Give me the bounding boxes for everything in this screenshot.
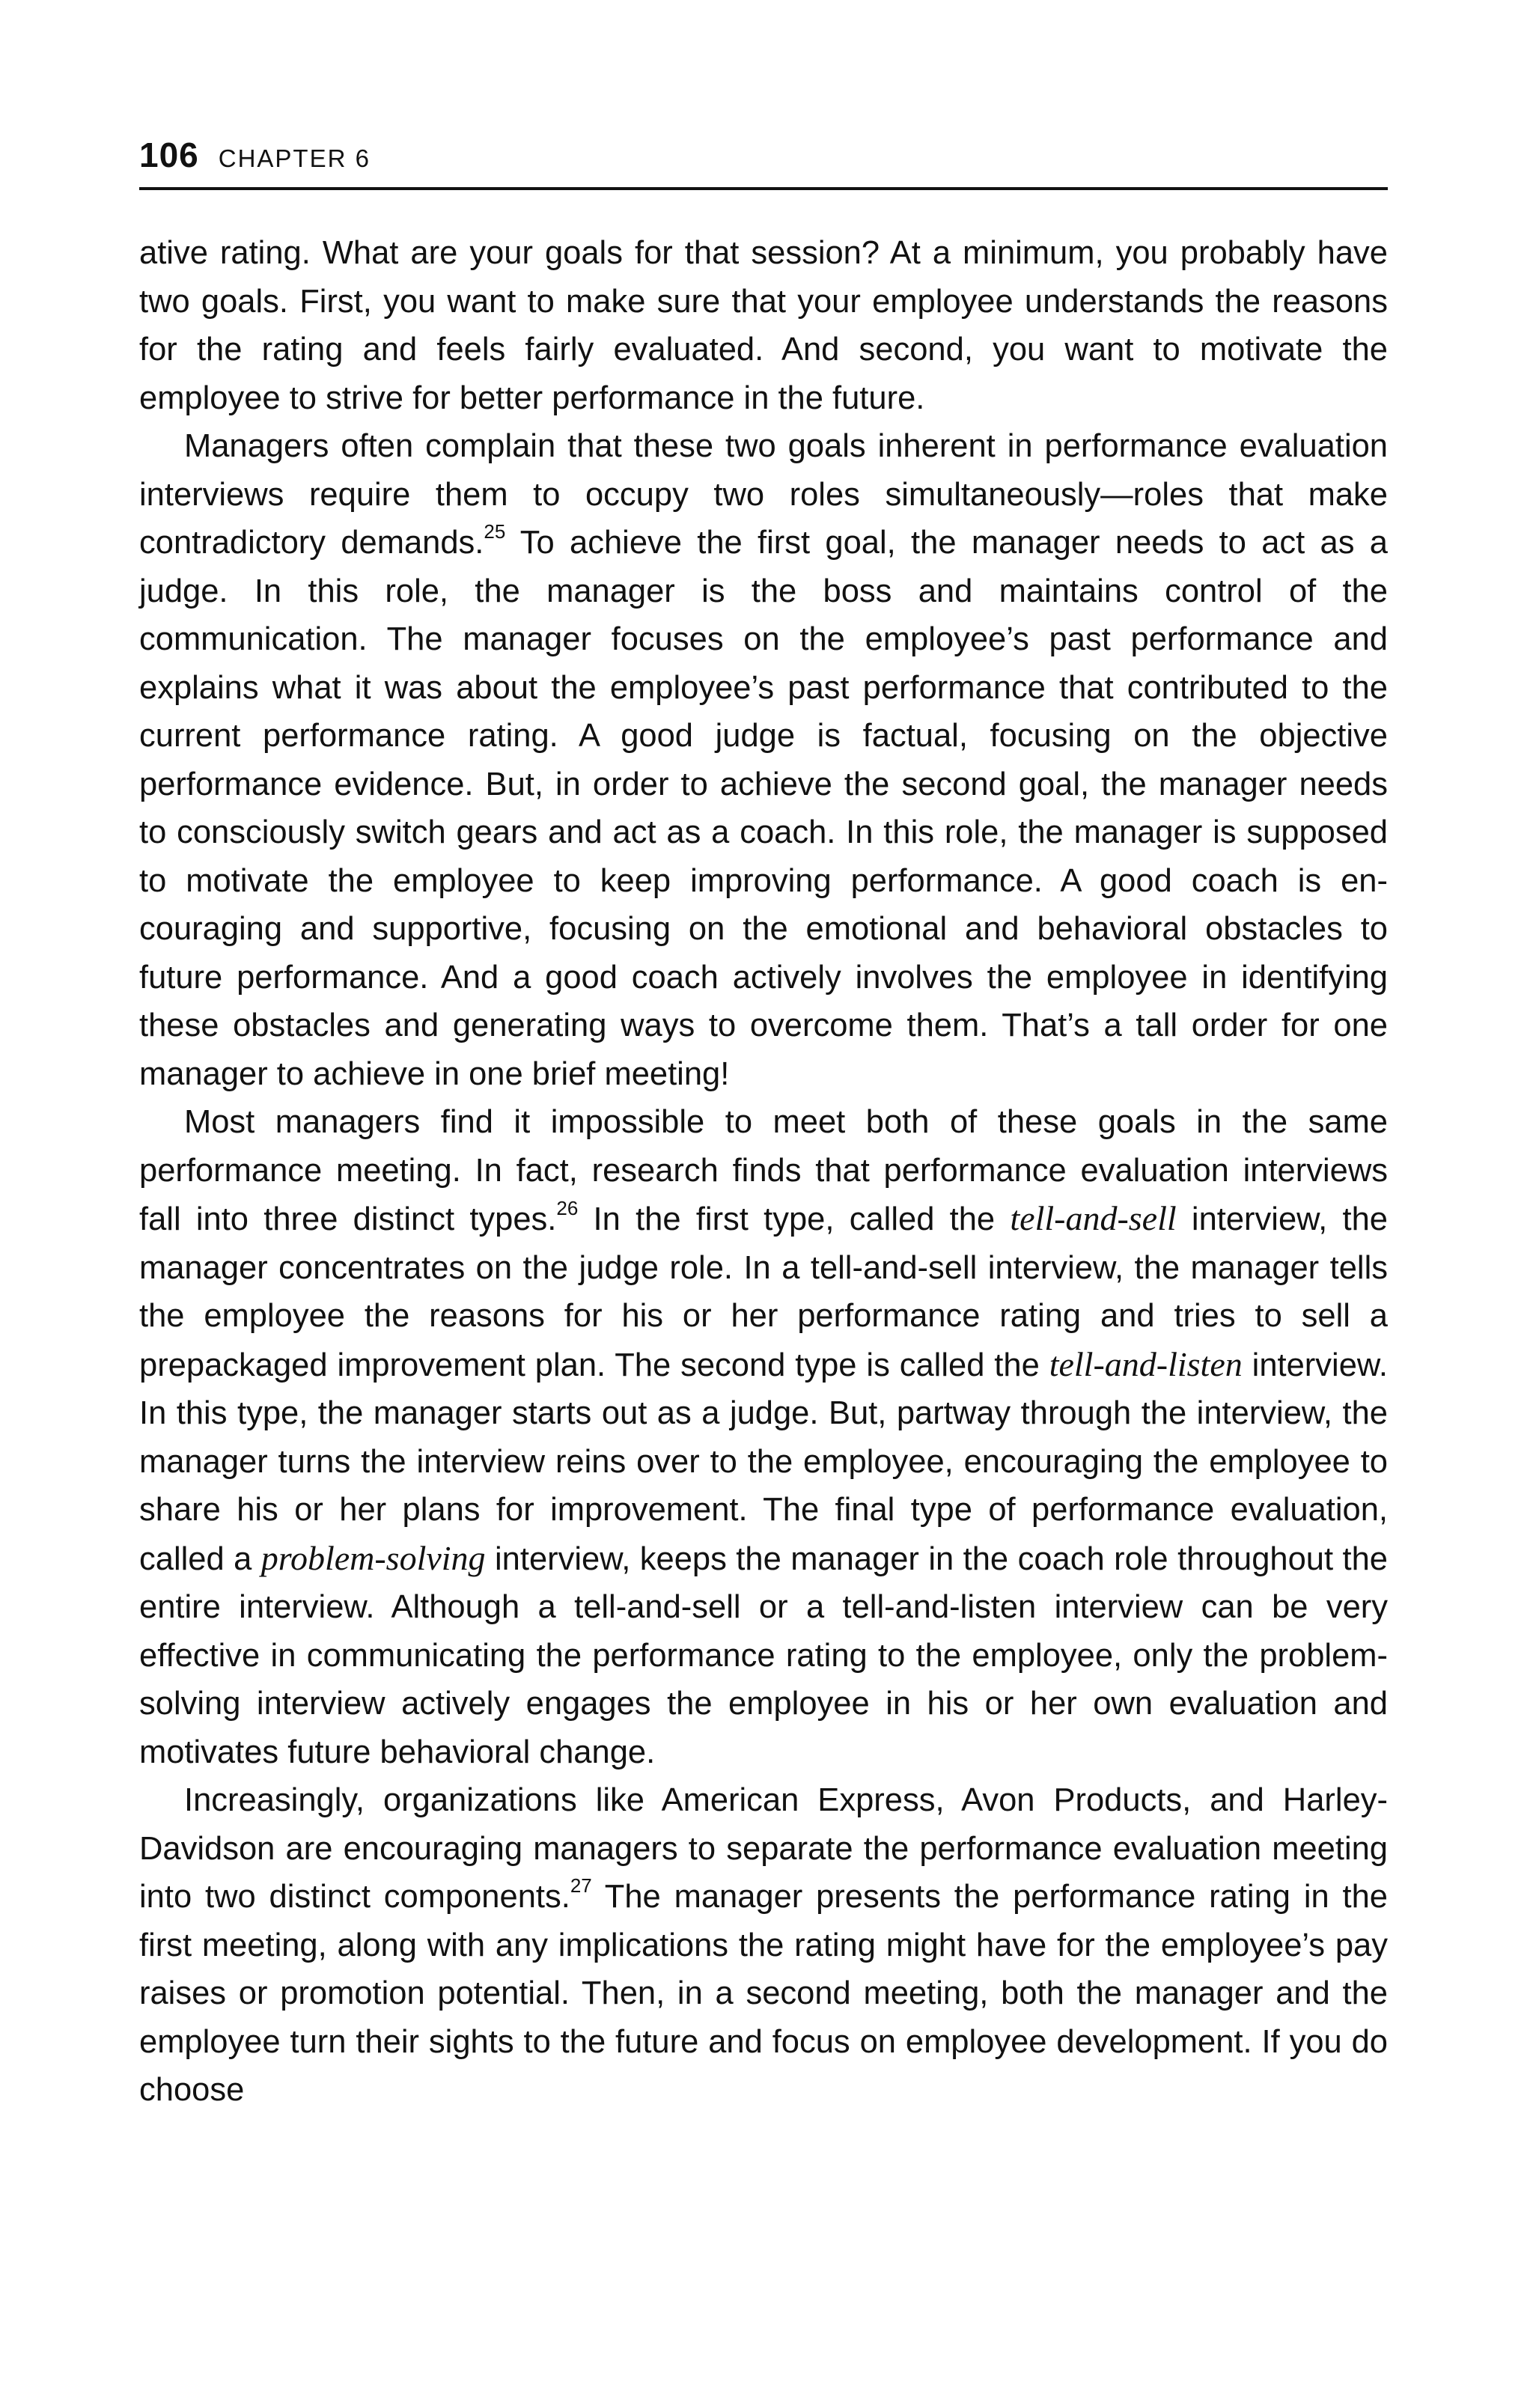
paragraph-p3 bbox=[139, 1098, 1388, 1776]
footnote-ref: 25 bbox=[484, 520, 506, 543]
page-number: 106 bbox=[139, 135, 199, 174]
book-page bbox=[139, 135, 1388, 2115]
text-run: Most managers find it impossible to meet both of these goals in the same performance meeting. In fact, research finds that performance evaluation interviews fall into three distinct types. bbox=[139, 1104, 1388, 1237]
text-run: interview, the manager concentrates on the judge role. In a tell-and-sell interview, the manager tells the employee the reasons for his or her performance rating and tries to sell a prepackaged improvement plan. The second type is called the bbox=[139, 1201, 1388, 1383]
footnote-ref: 26 bbox=[556, 1197, 579, 1219]
text-run: ative rating. What are your goals for that session? At a minimum, you probably have two goals. First, you want to make sure that your employee understands the reasons for the rating and feels fairly evaluated. And second, you want to motivate the employee to strive for better performance in the future. bbox=[139, 235, 1388, 416]
paragraph-p4 bbox=[139, 1776, 1388, 2115]
text-run: The manager presents the performance rating in the first meeting, along with any implications the rating might have for the employee’s pay raises or promotion potential. Then, in a second meeting, both the manager and the employee turn their sights to the future and focus on employee development. If you do choose bbox=[139, 1879, 1388, 2108]
text-run: In the first type, called the bbox=[578, 1201, 1011, 1237]
italic-term: problem-solving bbox=[260, 1538, 486, 1577]
paragraph-p1 bbox=[139, 229, 1388, 422]
footnote-ref: 27 bbox=[570, 1874, 592, 1897]
chapter-label: CHAPTER 6 bbox=[218, 144, 371, 172]
body-text bbox=[139, 229, 1388, 2115]
running-header bbox=[139, 135, 1388, 190]
text-run: interview. In this type, the manager starts out as a judge. But, partway through the interview, the manager turns the interview reins over to the employee, encouraging the employee to share his or her plans for improvement. The final type of performance evaluation, called a bbox=[139, 1347, 1388, 1577]
text-run: interview, keeps the manager in the coach role throughout the entire interview. Although a tell-and-sell or a tell-and-listen interview can be very effective in communicating the performance rating to the employee, only the problem-solving interview actively engages the employee in his or her own evaluation and motivates future behavioral change. bbox=[139, 1540, 1388, 1770]
italic-term: tell-and-sell bbox=[1010, 1199, 1177, 1237]
text-run: Managers often complain that these two goals inherent in performance evaluation interviews require them to occupy two roles simultaneously—roles that make contradictory demands. bbox=[139, 428, 1388, 561]
text-run: Increasingly, organizations like American Express, Avon Products, and Harley-Davidson are encouraging managers to separate the performance evaluation meeting into two distinct components. bbox=[139, 1782, 1388, 1915]
italic-term: tell-and-listen bbox=[1049, 1344, 1243, 1383]
text-run: To achieve the first goal, the manager needs to act as a judge. In this role, the manager is the boss and maintains control of the communication. The manager focuses on the employee’s past performance and explains what it was about the employee’s past performance that contributed to the current performance rating. A good judge is factual, focusing on the objective performance evidence. But, in order to achieve the second goal, the manager needs to consciously switch gears and act as a coach. In this role, the manager is supposed to motivate the employee to keep improving performance. A good coach is encouraging and supportive, focusing on the emotional and behavioral obstacles to future performance. And a good coach actively involves the employee in identifying these obstacles and generating ways to overcome them. That’s a tall order for one manager to achieve in one brief meeting! bbox=[139, 525, 1388, 1092]
paragraph-p2 bbox=[139, 422, 1388, 1098]
